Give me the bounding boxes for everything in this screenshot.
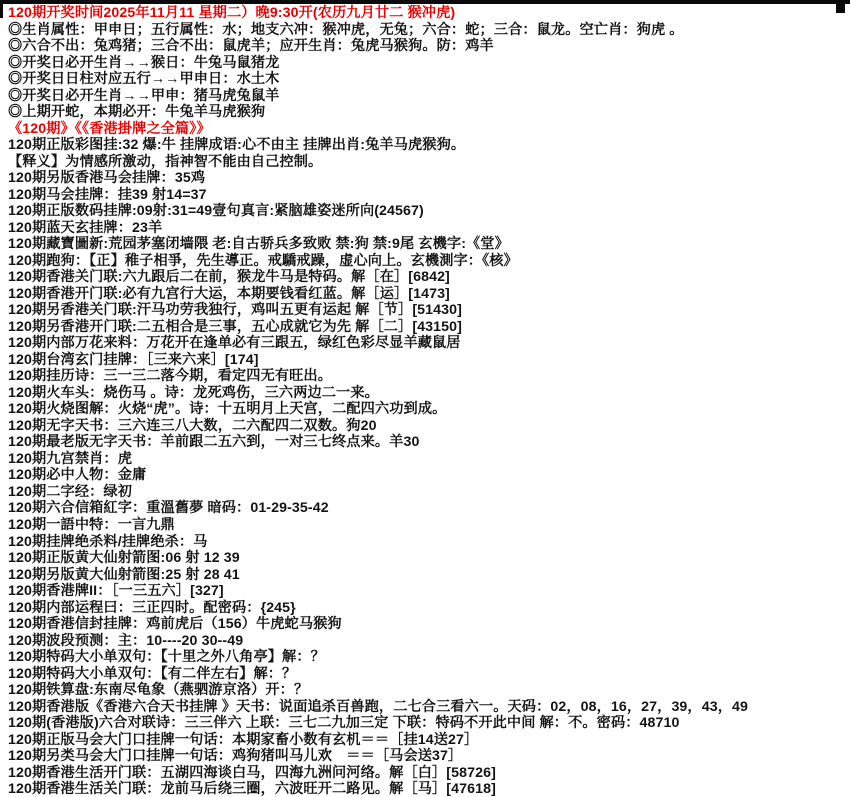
text-line: 120期火烧图解：火烧“虎”。诗：十五明月上天宫，二配四六功到成。 [8, 401, 447, 418]
text-line: 120期二字经：绿初 [8, 483, 132, 500]
text-line: 120期特码大小单双句：【有二伴左右】解：？ [8, 665, 297, 682]
text-line: 120期另版黄大仙射箭图:25 射 28 41 [8, 566, 240, 583]
must-open-zodiac-line: ◎开奖日必开生肖→→猴日：牛兔马鼠猪龙 [8, 54, 280, 71]
text-line: 120期六合信箱紅字：重溫舊夢 暗码：01-29-35-42 [8, 500, 329, 517]
text-line: 120期台湾玄门挂牌：［三来六来］[174] [8, 351, 259, 368]
text-line: 120期香港信封挂牌：鸡前虎后（156）牛虎蛇马猴狗 [8, 616, 342, 633]
text-line: 120期(香港版)六合对联诗：三三伴六 上联：三七二九加三定 下联：特码不开此中间 解：不。密码：48710 [8, 715, 680, 732]
text-line: 120期香港开门联:必有九宫行大运，本期要钱看红蓝。解［运］[1473] [8, 285, 450, 302]
text-line: 120期香港生活开门联：五湖四海谈白马，四海九洲问河络。解［白］[58726] [8, 764, 496, 781]
text-line: 120期另香港开门联:二五相合是三事，五心成就它为先 解［二］[43150] [8, 318, 462, 335]
text-line: 120期香港版《香港六合天书挂牌 》天书：说面追杀百兽跑，二七合三看六一。天码：02，08，16，27，39，43，49 [8, 698, 748, 715]
text-line: 120期另版香港马会挂牌：35鸡 [8, 170, 206, 187]
text-line: 120期跑狗：【正】稚子相爭，先生導正。戒驕戒躁，虚心向上。玄機測字：《核》 [8, 252, 518, 269]
text-line: 120期特码大小单双句：【十里之外八角亭】解：？ [8, 649, 325, 666]
text-line: 120期挂牌绝杀料/挂牌绝杀：马 [8, 533, 208, 550]
previous-draw-line: ◎上期开蛇，本期必开：牛兔羊马虎猴狗 [8, 104, 266, 121]
text-line: 120期挂历诗：三一三二落今期，看定四无有旺出。 [8, 368, 333, 385]
text-line: 120期正版马会大门口挂牌一句话：本期家畜小数有玄机＝＝［挂14送27］ [8, 731, 479, 748]
text-line: 120期香港牌II：［一三五六］[327] [8, 583, 224, 600]
text-line: 120期无字天书：三六连三八大数，二六配四二双数。狗20 [8, 417, 377, 434]
text-line: 120期必中人物：金庸 [8, 467, 147, 484]
zodiac-attributes-line: ◎生肖属性：甲申日；五行属性：水；地支六冲：猴冲虎，无兔；六合：蛇；三合：鼠龙。空亡肖：狗虎 。 [8, 21, 684, 38]
text-line: 120期一語中特：一言九鼎 [8, 516, 175, 533]
section-title: 《120期》《《香港掛牌之全篇》》 [8, 120, 211, 137]
text-line: 120期九宫禁肖：虎 [8, 450, 132, 467]
text-content [0, 4, 850, 797]
text-line: 120期另香港关门联:汗马功劳我独行，鸡叫五更有运起 解［节］[51430] [8, 302, 462, 319]
text-line: 【释义】为情感所激动，指神智不能由自己控制。 [8, 153, 323, 170]
text-line: 120期另类马会大门口挂牌一句话：鸡狗猪叫马儿欢 ＝＝［马会送37］ [8, 748, 463, 765]
text-line: 120期内部万花来料：万花开在逢单必有三跟五，绿红色彩尽显羊藏鼠居 [8, 335, 461, 352]
text-line: 120期最老版无字天书：羊前跟二五六到，一对三七终点来。羊30 [8, 434, 420, 451]
must-open-zodiac-line: ◎开奖日必开生肖→→甲申：猪马虎兔鼠羊 [8, 87, 280, 104]
text-line: 120期香港生活关门联：龙前马后绕三圈，六波旺开二路见。解［马］[47618] [8, 781, 496, 797]
five-elements-line: ◎开奖日日柱对应五行→→甲申日：水土木 [8, 71, 280, 88]
text-line: 120期内部运程曰：三正四时。配密码：{245} [8, 599, 296, 616]
zodiac-exclusions-line: ◎六合不出：兔鸡猪；三合不出：鼠虎羊；应开生肖：兔虎马猴狗。防：鸡羊 [8, 38, 494, 55]
text-line: 120期蓝天玄挂牌：23羊 [8, 219, 163, 236]
text-line: 120期正版黄大仙射箭图:06 射 12 39 [8, 550, 240, 567]
text-line: 120期正版彩图挂:32 爆:牛 挂牌成语:心不由主 挂牌出肖:兔羊马虎猴狗。 [8, 137, 466, 154]
text-line: 120期马会挂牌：挂39 射14=37 [8, 186, 207, 203]
text-line: 120期藏寶圖新:荒园茅塞闭墙隈 老:自古骄兵多致败 禁:狗 禁:9尾 玄機字:《堂》 [8, 236, 509, 253]
text-line: 120期正版数码挂牌:09射:31=49壹句真言:紧脑雄姿迷所向(24567) [8, 203, 424, 220]
text-line: 120期香港关门联:六九跟后二在前，猴龙牛马是特码。解［在］[6842] [8, 269, 450, 286]
text-line: 120期火车头：烧伤马 。诗：龙死鸡伤，三六两边二一来。 [8, 384, 379, 401]
text-line: 120期波段预测：主：10----20 30--49 [8, 632, 244, 649]
draw-time-header: 120期开奖时间2025年11月11 星期二）晚9:30开(农历九月廿二 猴冲虎) [8, 5, 456, 21]
text-line: 120期铁算盘:东南尽龟象（燕驷游京洛）开：？ [8, 682, 309, 699]
